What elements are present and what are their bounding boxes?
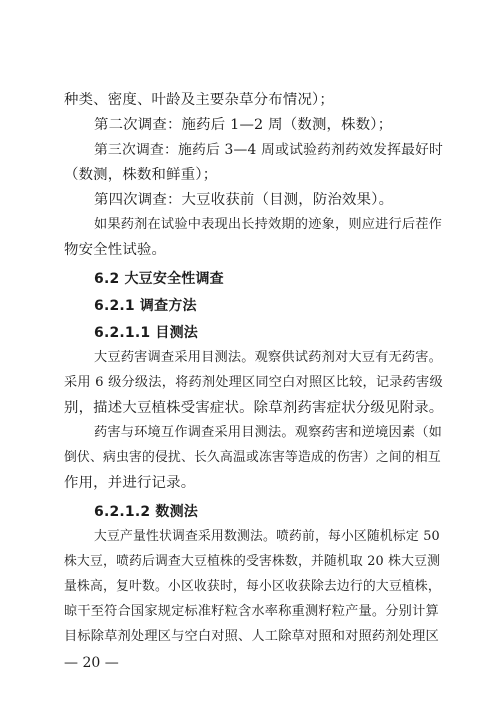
text-line: 第三次调查：施药后 3—4 周或试验药剂药效发挥最好时 bbox=[94, 142, 444, 158]
subsubsection-heading: 6.2.1.1 目测法 bbox=[94, 325, 198, 341]
text-line: 物安全性试验。 bbox=[64, 242, 167, 258]
text-line: 目标除草剂处理区与空白对照、人工除草对照和对照药剂处理区 bbox=[64, 629, 439, 644]
page-number: — 20 — bbox=[64, 655, 119, 671]
subsection-heading: 6.2.1 调查方法 bbox=[94, 298, 197, 314]
text-line: 量株高，复叶数。小区收获时，每小区收获除去边行的大豆植株， bbox=[64, 579, 441, 594]
text-line: 晾干至符合国家规定标准籽粒含水率称重测籽粒产量。分别计算 bbox=[64, 604, 439, 619]
text-line: 第二次调查：施药后 1—2 周（数测，株数）； bbox=[94, 117, 393, 133]
text-line: 大豆药害调查采用目测法。观察供试药剂对大豆有无药害。 bbox=[94, 350, 443, 365]
text-line: （数测，株数和鲜重）； bbox=[64, 167, 218, 183]
section-heading: 6.2 大豆安全性调查 bbox=[94, 271, 224, 287]
text-line: 第四次调查：大豆收获前（目测，防治效果）。 bbox=[94, 192, 394, 208]
subsubsection-heading: 6.2.1.2 数测法 bbox=[94, 504, 198, 520]
text-line: 药害与环境互作调查采用目测法。观察药害和逆境因素（如 bbox=[94, 425, 443, 440]
text-line: 大豆产量性状调查采用数测法。喷药前，每小区随机标定 50 bbox=[94, 529, 440, 544]
text-line: 种类、密度、叶龄及主要杂草分布情况）； bbox=[64, 92, 335, 108]
text-line: 作用，并进行记录。 bbox=[64, 475, 196, 491]
text-line: 采用 6 级分级法，将药剂处理区同空白对照区比较，记录药害级 bbox=[64, 375, 443, 390]
text-line: 如果药剂在试验中表现出长持效期的迹象，则应进行后茬作 bbox=[94, 217, 443, 232]
text-line: 倒伏、病虫害的侵扰、长久高温或冻害等造成的伤害）之间的相互 bbox=[64, 450, 441, 465]
text-line: 株大豆，喷药后调查大豆植株的受害株数，并随机取 20 株大豆测 bbox=[64, 554, 441, 569]
text-line: 别，描述大豆植株受害症状。除草剂药害症状分级见附录。 bbox=[64, 400, 444, 416]
